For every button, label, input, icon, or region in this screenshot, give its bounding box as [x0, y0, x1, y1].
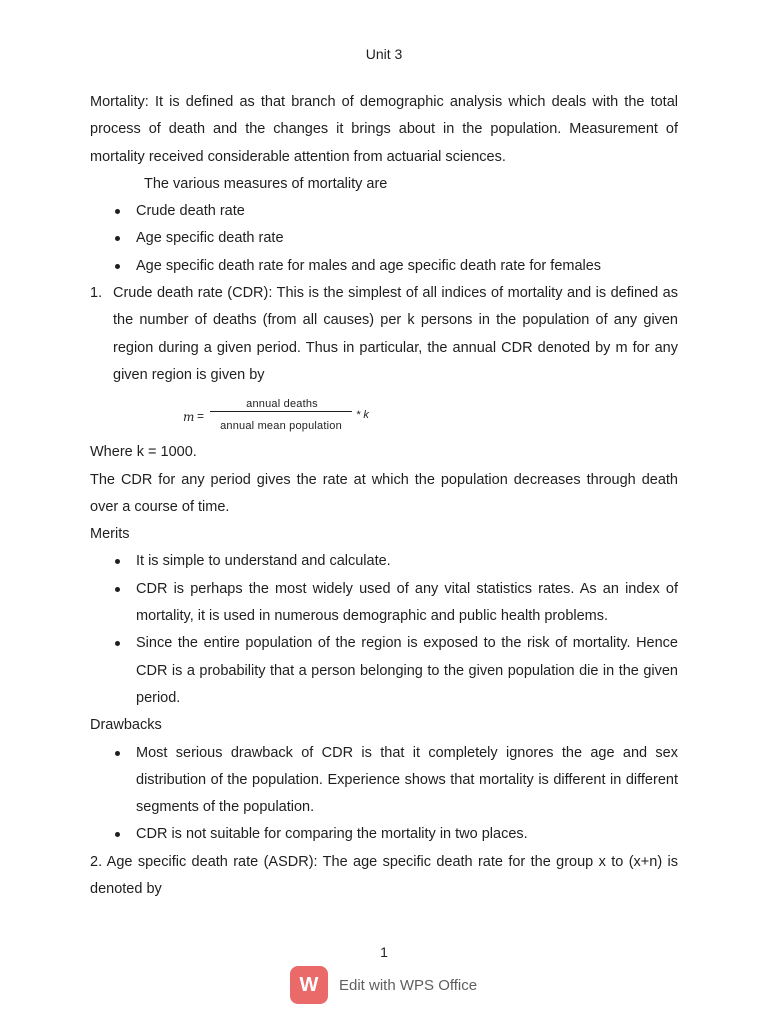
asdr-definition: : The age specific death rate for the group x to (x+n) is denoted by [90, 853, 678, 898]
page-number: 1 [380, 944, 388, 960]
list-item: CDR is perhaps the most widely used of any vital statistics rates. As an index of mortality, it is used in numerous demographic and public health problems. [90, 576, 678, 631]
cdr-explanation: The CDR for any period gives the rate at which the population decreases through death over a course of time. [90, 471, 678, 515]
document-body [90, 89, 678, 903]
asdr-paragraph [90, 849, 678, 904]
list-item: CDR is not suitable for comparing the mortality in two places. [90, 821, 678, 848]
list-item: Age specific death rate [90, 225, 678, 252]
cdr-item [90, 280, 678, 389]
formula-denominator: annual mean population [220, 420, 342, 433]
formula-lhs: m [183, 410, 195, 425]
fraction-bar [210, 411, 352, 412]
mortality-term: Mortality: [90, 94, 149, 110]
cdr-section [90, 280, 678, 389]
list-item: Most serious drawback of CDR is that it completely ignores the age and sex distribution of the population. Experience shows that mortality is different in different segments of the population. [90, 740, 678, 822]
list-item: Since the entire population of the region is exposed to the risk of mortality. Hence CDR is a probability that a person belonging to the given population die in the given period. [90, 630, 678, 712]
asdr-term: 2. Age specific death rate (ASDR) [90, 853, 314, 870]
merits-heading: Merits [90, 526, 130, 543]
cdr-definition: This is the simplest of all indices of mortality and is defined as the number of deaths (from all causes) per k persons in the population of any given region during a given period. Thus in particular, the annual CDR denoted by m for any given region is given by [113, 285, 678, 383]
list-item: Crude death rate [90, 198, 678, 225]
drawbacks-list [90, 740, 678, 849]
formula-numerator: annual deaths [246, 398, 318, 411]
mortality-definition: It is defined as that branch of demographic analysis which deals with the total process of death and the changes it brings about in the population. Measurement of mortality received considerable attention from actuarial sciences. [90, 94, 678, 165]
cdr-term: Crude death rate (CDR): [113, 285, 273, 302]
wps-logo-icon[interactable]: W [290, 966, 328, 1004]
cdr-formula [90, 389, 678, 439]
unit-title: Unit 3 [365, 46, 403, 62]
edit-with-wps-link[interactable]: Edit with WPS Office [339, 976, 478, 994]
list-item: Age specific death rate for males and age specific death rate for females [90, 253, 678, 280]
where-k: Where k = 1000. [90, 444, 197, 461]
formula-equals: = [197, 409, 205, 424]
measures-list [90, 198, 678, 280]
wps-edit-banner[interactable] [290, 964, 477, 1006]
drawbacks-heading: Drawbacks [90, 717, 162, 734]
list-item: It is simple to understand and calculate. [90, 548, 678, 575]
mortality-paragraph [90, 89, 678, 171]
measures-intro: The various measures of mortality are [144, 175, 388, 192]
merits-list [90, 548, 678, 712]
cdr-number: 1. [90, 285, 103, 302]
formula-multiplier: * k [356, 409, 369, 422]
